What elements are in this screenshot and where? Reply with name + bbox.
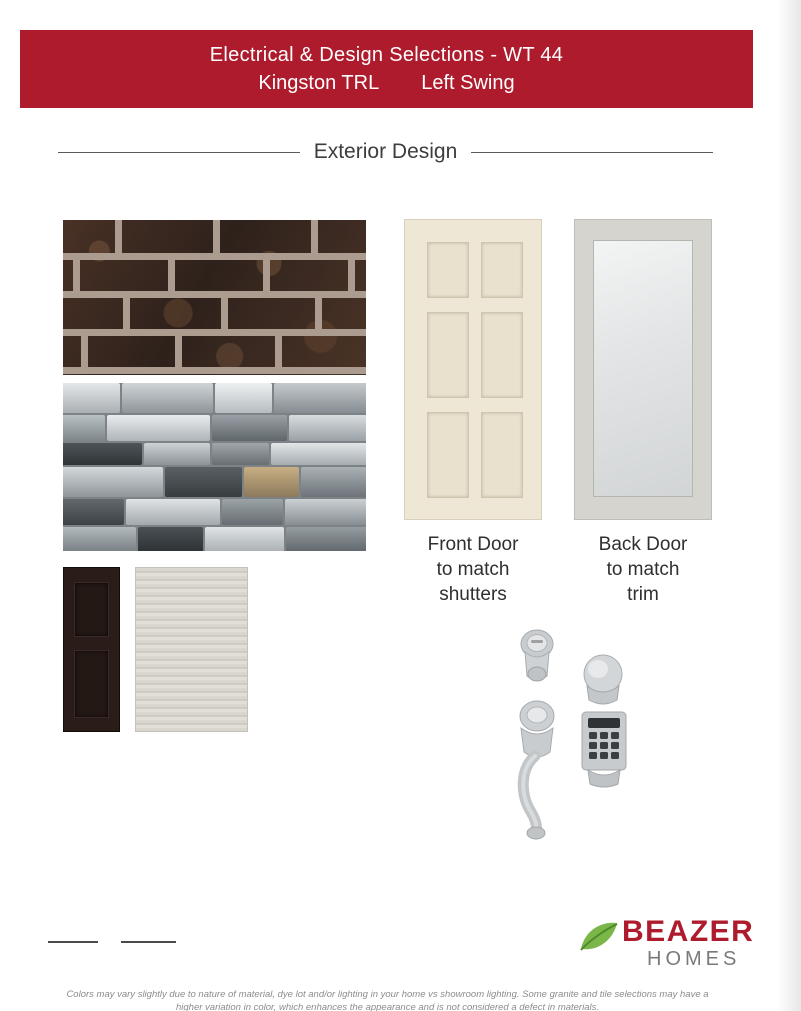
footer-rule-2 xyxy=(121,941,176,943)
door-glass-panel xyxy=(593,240,693,497)
front-door-image xyxy=(404,219,542,520)
disclaimer-text: Colors may vary slightly due to nature of material, dye lot and/or lighting in your home vs showroom lighting. Some granite and tile selections may have a higher variation in color, which enhances the appearance and is not considered a defect in materials. xyxy=(66,989,709,1011)
keypad-deadbolt-icon xyxy=(578,710,630,790)
plan-name: Kingston TRL xyxy=(258,72,380,94)
back-door-caption-line1: Back Door xyxy=(598,534,688,555)
back-door-caption-line3: trim xyxy=(627,584,659,605)
swing-direction: Left Swing xyxy=(421,72,515,94)
section-title: Exterior Design xyxy=(313,140,458,163)
page-title: Electrical & Design Selections - WT 44 xyxy=(209,44,564,66)
rule-right xyxy=(471,152,713,153)
logo-subtext: HOMES xyxy=(647,948,741,970)
brick-swatch xyxy=(63,220,366,375)
beazer-homes-logo xyxy=(577,915,757,977)
logo-wordmark: BEAZER xyxy=(622,915,755,948)
deadbolt-icon xyxy=(511,628,563,690)
header-subtitle xyxy=(258,69,514,97)
footer-rule-1 xyxy=(48,941,98,943)
back-door-image xyxy=(574,219,712,520)
back-door-caption-line2: to match xyxy=(606,559,680,580)
back-door-caption xyxy=(566,532,720,607)
section-header xyxy=(58,140,713,164)
front-door-caption-line2: to match xyxy=(436,559,510,580)
handleset-icon xyxy=(505,700,569,840)
front-door-caption-line3: shutters xyxy=(439,584,507,605)
stone-swatch xyxy=(63,383,366,551)
front-door-caption-line1: Front Door xyxy=(427,534,519,555)
rule-left xyxy=(58,152,300,153)
siding-swatch xyxy=(135,567,248,732)
header-banner xyxy=(20,30,753,108)
door-knob-icon xyxy=(573,650,633,708)
shutter-swatch xyxy=(63,567,120,732)
front-door-caption xyxy=(396,532,550,607)
leaf-icon xyxy=(575,917,619,957)
page-edge-shadow xyxy=(777,0,801,1011)
